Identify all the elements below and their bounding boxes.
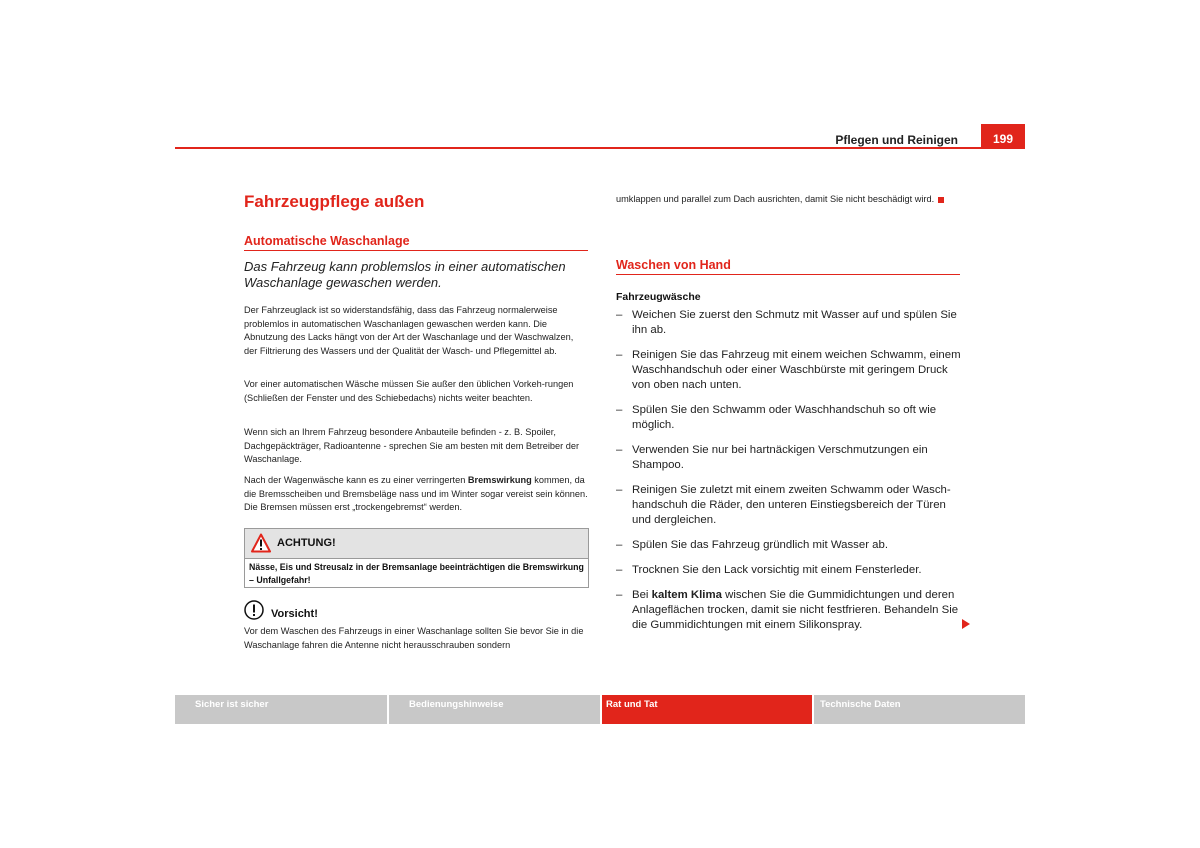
warning-box [244,528,589,588]
step-text: Spülen Sie das Fahrzeug gründlich mit Wasser ab. [632,539,888,551]
header-rule [175,147,1025,149]
list-dash: – [616,309,623,321]
section-end-marker [938,197,944,203]
step-text: Reinigen Sie zuletzt mit einem zweiten Schwamm oder Wasch-handschuh die Räder, den unteren Einstiegsbereich der Türen und dergleichen. [632,484,951,526]
list-dash: – [616,404,623,416]
main-heading: Fahrzeugpflege außen [244,192,425,211]
warning-header [245,529,588,559]
list-item [616,348,962,393]
footer-tab-technical-data[interactable] [814,695,1025,724]
list-item [616,588,962,633]
hand-wash-steps [616,308,962,643]
intro-text: Das Fahrzeug kann problemslos in einer automatischen Waschanlage gewaschen werden. [244,259,566,290]
step-text: Reinigen Sie das Fahrzeug mit einem weichen Schwamm, einem Waschhandschuh oder einer Waschbürste mit geringem Druck von oben nach unten. [632,349,961,391]
step-text-start: Bei [632,589,652,601]
footer-tab-label: Rat und Tat [606,699,658,710]
list-item [616,538,962,553]
continued-text-body: umklappen und parallel zum Dach ausrichten, damit Sie nicht beschädigt wird. [616,194,935,204]
page-number: 199 [981,124,1025,148]
footer-tab-label: Technische Daten [820,699,901,710]
footer-tab-label: Bedienungshinweise [409,699,504,710]
braking-text-end: kommen, da die Bremsscheiben und Bremsbeläge nass und im Winter sogar vereist sein können. Die Bremsen müssen erst „trockengebremst“ werden. [244,475,588,513]
list-item [616,483,962,528]
list-dash: – [616,564,623,576]
footer-tab-advice[interactable] [602,695,812,724]
caution-exclamation-icon [244,600,264,620]
step-text-end: wischen Sie die Gummidichtungen und deren Anlageflächen trocken, damit sie nicht festfrieren. Behandeln Sie die Gummidichtungen mit einem Silikonspray. [632,589,959,631]
list-item [616,443,962,473]
list-dash: – [616,589,623,601]
paragraph-precautions: Vor einer automatischen Wäsche müssen Sie außer den üblichen Vorkeh-rungen (Schließen der Fenster und des Schiebedachs) nichts weiter beachten. [244,379,574,403]
paragraph-attachments: Wenn sich an Ihrem Fahrzeug besondere Anbauteile befinden - z. B. Spoiler, Dachgepäckträger, Radioantenne - sprechen Sie am besten mit dem Betreiber der Waschanlage. [244,427,580,465]
warning-triangle-icon [251,533,271,553]
list-dash: – [616,444,623,456]
continue-arrow-icon [962,619,970,629]
warning-text: Nässe, Eis und Streusalz in der Bremsanlage beeinträchtigen die Bremswirkung – Unfallgefahr! [249,562,584,585]
car-wash-subheading: Fahrzeugwäsche [616,291,701,303]
section-heading-hand-wash: Waschen von Hand [616,258,960,275]
list-dash: – [616,484,623,496]
list-dash: – [616,539,623,551]
section-heading-automatic-wash: Automatische Waschanlage [244,234,588,251]
running-header-title: Pflegen und Reinigen [835,133,958,147]
footer-tab-operation[interactable] [389,695,600,724]
footer-tab-label: Sicher ist sicher [195,699,269,710]
footer-tab-safety[interactable] [175,695,387,724]
caution-title: Vorsicht! [271,608,318,620]
list-dash: – [616,349,623,361]
step-text: Weichen Sie zuerst den Schmutz mit Wasser auf und spülen Sie ihn ab. [632,309,957,336]
braking-text-start: Nach der Wagenwäsche kann es zu einer verringerten [244,475,468,485]
list-item [616,403,962,433]
step-text: Trocknen Sie den Lack vorsichtig mit einem Fensterleder. [632,564,922,576]
step-text: Verwenden Sie nur bei hartnäckigen Verschmutzungen ein Shampoo. [632,444,928,471]
caution-text: Vor dem Waschen des Fahrzeugs in einer Waschanlage sollten Sie bevor Sie in die Waschanlage fahren die Antenne nicht herausschrauben sondern [244,626,584,650]
braking-keyword: Bremswirkung [467,475,532,485]
step-text: Spülen Sie den Schwamm oder Waschhandschuh so oft wie möglich. [632,404,937,431]
step-keyword: kaltem Klima [651,589,722,601]
paragraph-braking [244,474,588,515]
warning-title: ACHTUNG! [277,537,336,549]
list-item [616,563,962,578]
paragraph-paint: Der Fahrzeuglack ist so widerstandsfähig, dass das Fahrzeug normalerweise problemlos in automatischen Waschanlagen gewaschen werden kann. Die Abnutzung des Lacks hängt von der Art der Waschanlage und der Waschwalzen, der Filtrierung des Wassers und der Qualität der Wasch- und Pflegemittel ab. [244,305,574,356]
continued-text [616,193,962,207]
list-item [616,308,962,338]
